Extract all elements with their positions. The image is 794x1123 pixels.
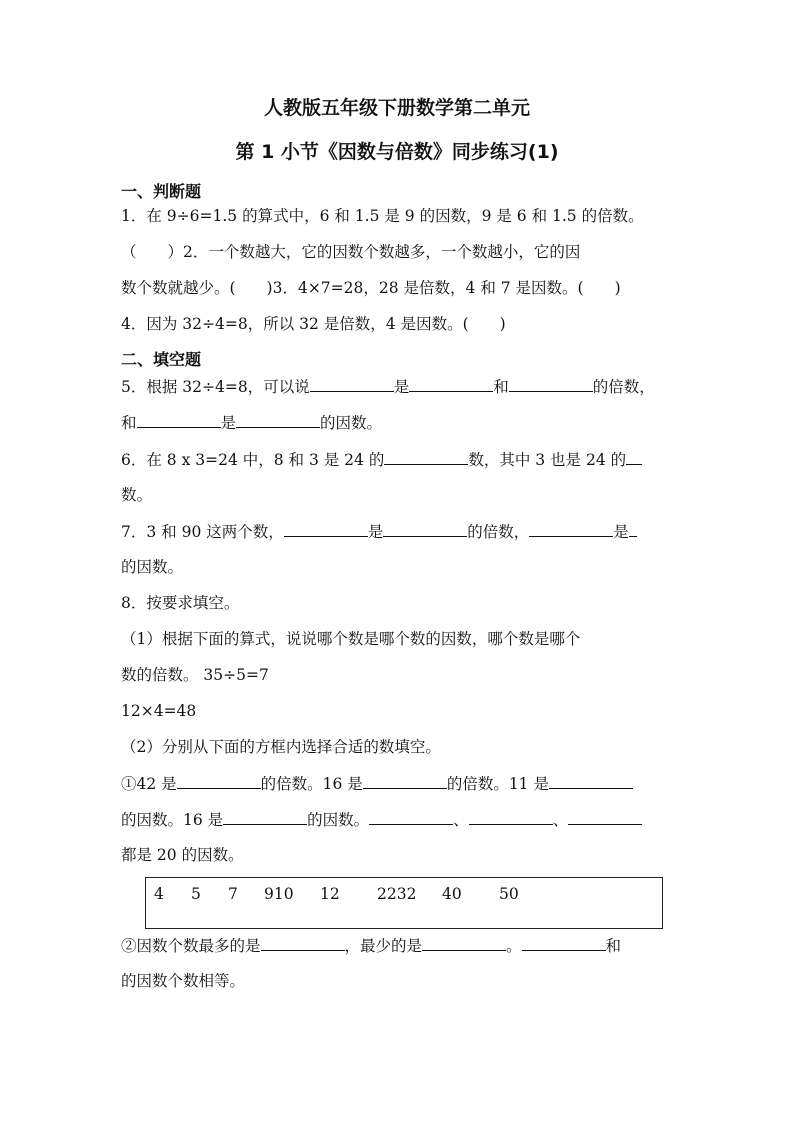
answer-blank[interactable] <box>369 807 453 825</box>
answer-blank[interactable] <box>469 807 553 825</box>
text: 的倍数。16 是 <box>260 775 363 793</box>
text: 的倍数， <box>592 378 655 396</box>
q8-item2-line1 <box>121 933 681 958</box>
number-choice-box <box>145 877 663 929</box>
worksheet-title: 人教版五年级下册数学第二单元 <box>263 97 530 119</box>
tf-question-2-3-line: 数个数就越少。( )3．4×7=28，28 是倍数，4 和 7 是因数。( ) <box>121 279 621 297</box>
answer-blank[interactable] <box>284 519 368 537</box>
fill-question-7-line2: 的因数。 <box>121 558 184 576</box>
q8-item1-line1 <box>121 771 681 796</box>
answer-blank[interactable] <box>529 519 613 537</box>
fill-question-7-line1 <box>121 519 681 544</box>
text: 、 <box>552 811 569 829</box>
box-number: 40 <box>442 885 462 903</box>
fill-question-5-line1 <box>121 374 681 399</box>
answer-blank[interactable] <box>137 410 221 428</box>
text: ，最少的是 <box>344 937 423 955</box>
tf-question-1: 1．在 9÷6=1.5 的算式中，6 和 1.5 是 9 的因数，9 是 6 和 1.5 的倍数。 <box>121 207 644 225</box>
text: 的倍数， <box>467 523 530 541</box>
q8-item2-line2: 的因数个数相等。 <box>121 972 246 990</box>
answer-blank[interactable] <box>522 933 606 951</box>
answer-blank[interactable] <box>177 771 261 789</box>
q8-part1-line2: 数的倍数。 35÷5=7 <box>121 666 269 684</box>
worksheet-subtitle: 第 1 小节《因数与倍数》同步练习(1) <box>235 141 559 163</box>
section-heading-true-false: 一、判断题 <box>121 182 202 201</box>
text: ②因数个数最多的是 <box>121 937 261 955</box>
answer-blank[interactable] <box>261 933 345 951</box>
q8-item1-line2 <box>121 807 681 832</box>
answer-blank[interactable] <box>568 807 642 825</box>
box-number: 2232 <box>377 885 417 903</box>
answer-blank[interactable] <box>422 933 506 951</box>
answer-blank[interactable] <box>310 374 394 392</box>
fill-question-6-line1 <box>121 447 681 472</box>
box-number: 4 <box>154 885 164 903</box>
q8-item1-line3: 都是 20 的因数。 <box>121 846 244 864</box>
fill-question-5-line2 <box>121 410 681 435</box>
text: 的因数。 <box>307 811 370 829</box>
text: 6．在 8 x 3=24 中，8 和 3 是 24 的 <box>121 451 385 469</box>
text: 是 <box>220 414 237 432</box>
text: 的倍数。11 是 <box>446 775 549 793</box>
tf-question-2-line1: （ ）2．一个数越大，它的因数个数越多，一个数越小，它的因 <box>121 243 581 261</box>
tf-question-4: 4．因为 32÷4=8，所以 32 是倍数，4 是因数。( ) <box>121 315 506 333</box>
text: 的因数。16 是 <box>121 811 224 829</box>
text: 是 <box>367 523 384 541</box>
text: 和 <box>605 937 622 955</box>
box-number: 7 <box>228 885 238 903</box>
text: 的因数。 <box>320 414 383 432</box>
q8-part1-line3: 12×4=48 <box>121 702 197 720</box>
box-number: 12 <box>320 885 340 903</box>
answer-blank[interactable] <box>236 410 320 428</box>
q8-part2-intro: （2）分别从下面的方框内选择合适的数填空。 <box>121 738 441 756</box>
text: 5．根据 32÷4=8，可以说 <box>121 378 310 396</box>
answer-blank[interactable] <box>626 447 642 465</box>
text: ①42 是 <box>121 775 177 793</box>
box-number: 910 <box>264 885 294 903</box>
text: 和 <box>493 378 509 396</box>
fill-question-8-intro: 8．按要求填空。 <box>121 594 240 612</box>
answer-blank[interactable] <box>409 374 493 392</box>
text: 和 <box>121 414 137 432</box>
answer-blank[interactable] <box>384 447 468 465</box>
box-number: 5 <box>191 885 201 903</box>
q8-part1-line1: （1）根据下面的算式，说说哪个数是哪个数的因数，哪个数是哪个 <box>121 630 581 648</box>
section-heading-fill-blank: 二、填空题 <box>121 350 202 369</box>
answer-blank[interactable] <box>383 519 467 537</box>
text: 7．3 和 90 这两个数， <box>121 523 284 541</box>
answer-blank[interactable] <box>629 519 637 537</box>
text: 是 <box>393 378 410 396</box>
answer-blank[interactable] <box>363 771 447 789</box>
text: 、 <box>453 811 469 829</box>
box-number: 50 <box>499 885 519 903</box>
answer-blank[interactable] <box>549 771 633 789</box>
text: 数，其中 3 也是 24 的 <box>468 451 627 469</box>
text: 是 <box>613 523 629 541</box>
fill-question-6-line2: 数。 <box>121 486 153 504</box>
text: 。 <box>506 937 522 955</box>
answer-blank[interactable] <box>223 807 307 825</box>
answer-blank[interactable] <box>509 374 593 392</box>
